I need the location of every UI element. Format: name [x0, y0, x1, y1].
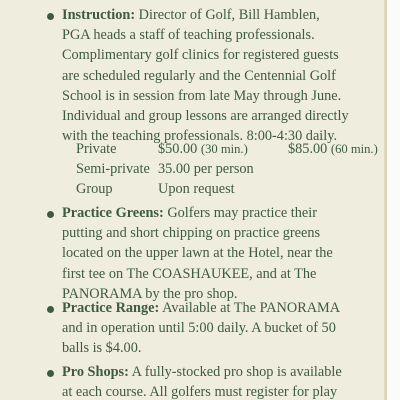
pro-shops-line: Pro Shops: A fully-stocked pro shop is available	[62, 364, 342, 380]
rate-row-group	[76, 179, 388, 199]
practice-greens-section	[62, 203, 388, 304]
practice-range-line: and in operation until 5:00 daily. A bucket of 50	[62, 320, 336, 337]
lesson-rates-table	[76, 139, 388, 200]
rate-type: Private	[76, 141, 117, 157]
practice-range-line: balls is $4.00.	[62, 340, 142, 357]
rate-price: Upon request	[158, 181, 235, 198]
bullet-icon	[47, 370, 54, 377]
rate-price-alt: $85.00 (60 min.)	[288, 141, 378, 157]
pro-shops-line: at each course. All golfers must register for play	[62, 384, 338, 400]
bullet-icon	[47, 306, 54, 313]
instruction-line: School is in session from late May through June.	[62, 87, 342, 104]
instruction-line: PGA heads a staff of teaching professionals.	[62, 27, 315, 44]
practice-greens-heading: Practice Greens:	[62, 205, 164, 221]
instruction-heading: Instruction:	[62, 7, 136, 23]
pro-shops-heading: Pro Shops:	[62, 364, 129, 380]
rate-type: Group	[76, 181, 113, 198]
instruction-line: Complimentary golf clinics for registered guests	[62, 47, 339, 64]
practice-range-section	[62, 298, 388, 359]
instruction-line: Instruction: Director of Golf, Bill Hamblen,	[62, 7, 320, 23]
practice-greens-line: first tee on The COASHAUKEE, and at The	[62, 265, 317, 282]
practice-greens-line: Practice Greens: Golfers may practice their	[62, 205, 317, 221]
instruction-line: with the teaching professionals. 8:00-4:30 daily.	[62, 128, 338, 145]
rate-type: Semi-private	[76, 161, 150, 178]
rate-row-semi-private	[76, 159, 388, 179]
practice-greens-line: located on the upper lawn at the Hotel, near the	[62, 245, 333, 262]
instruction-section	[62, 5, 388, 146]
bullet-icon	[47, 211, 54, 218]
pro-shops-section	[62, 362, 388, 400]
rate-price: $50.00 (30 min.)	[158, 141, 248, 157]
practice-greens-line: PANORAMA by the pro shop.	[62, 285, 238, 302]
practice-range-line: Practice Range: Available at The PANORAMA	[62, 300, 341, 316]
practice-greens-line: putting and short chipping on practice greens	[62, 225, 321, 242]
scan-margin	[387, 0, 400, 400]
instruction-line: are scheduled regularly and the Centennial Golf	[62, 67, 336, 84]
instruction-line: Individual and group lessons are arranged directly	[62, 108, 349, 125]
practice-range-heading: Practice Range:	[62, 300, 160, 316]
rate-price: 35.00 per person	[158, 161, 254, 178]
bullet-icon	[47, 13, 54, 20]
rate-row-private	[76, 139, 388, 159]
